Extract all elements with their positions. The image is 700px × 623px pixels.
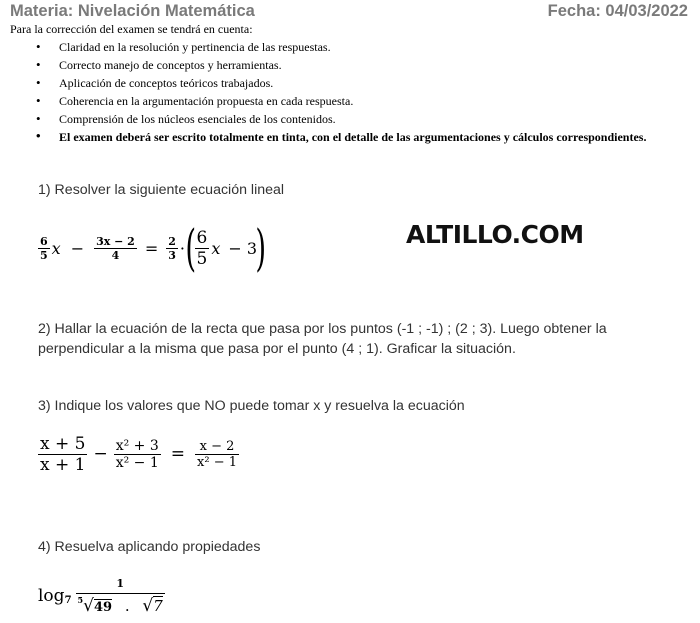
- criteria-intro: Para la corrección del examen se tendrá en cuenta:: [10, 22, 253, 36]
- exam-date: Fecha: 04/03/2022: [547, 2, 688, 20]
- question-4-text: 4) Resuelva aplicando propiedades: [38, 539, 261, 555]
- log-argument-denominator: $^5$√49 . √7: [77, 594, 163, 616]
- fraction-6-5-large: $\frac{6}{5}$: [196, 227, 208, 269]
- criteria-item: • Aplicación de conceptos teóricos trabajados.: [36, 74, 676, 92]
- question-4-expression: log $_7$ $\frac{1}{^5√49 . √7}$: [38, 576, 163, 616]
- criteria-item: • Comprensión de los núcleos esenciales de los contenidos.: [36, 110, 676, 128]
- criteria-item: • Claridad en la resolución y pertinencia de las respuestas.: [36, 38, 676, 56]
- subject-title: Materia: Nivelación Matemática: [10, 2, 255, 20]
- right-paren: ): [255, 219, 267, 277]
- altillo-watermark: ALTILLO.COM: [406, 220, 584, 249]
- question-1-equation: $\frac{6}{5}$ x − $\frac{3x - 2}{4}$ = $\frac{2}{3}$ · ( $\frac{6}{5}$ x − 3 ): [40, 219, 267, 277]
- question-1-text: 1) Resolver la siguiente ecuación lineal: [38, 182, 285, 198]
- fraction-x2-3-over-x2-1: $\frac{\text{x² + 3}}{\text{x² − 1}}$: [115, 437, 159, 471]
- fraction-6-5: $\frac{6}{5}$: [40, 234, 48, 262]
- left-paren: (: [185, 219, 197, 277]
- radical-sign: √: [142, 595, 154, 616]
- criteria-list: [36, 38, 676, 145]
- criteria-item: • Coherencia en la argumentación propuesta en cada respuesta.: [36, 92, 676, 110]
- question-2-text: 2) Hallar la ecuación de la recta que pasa por los puntos (-1 ; -1) ; (2 ; 3). Luego obtener la perpendicular a la misma que pasa por el punto (4 ; 1). Graficar la situación.: [38, 321, 607, 357]
- log-argument-fraction: $\frac{1}{^5√49 . √7}$: [77, 576, 163, 616]
- radical-sign: √: [83, 595, 94, 616]
- criteria-item: • Correcto manejo de conceptos y herramientas.: [36, 56, 676, 74]
- fraction-x-2-over-x2-1: $\frac{x - 2}{\text{x² − 1}}$: [197, 438, 237, 470]
- criteria-item-ink-rule: • El examen deberá ser escrito totalmente en tinta, con el detalle de las argumentaciones y cálculos correspondientes.: [36, 128, 676, 145]
- fraction-2-3: $\frac{2}{3}$: [168, 234, 176, 262]
- question-3-text: 3) Indique los valores que NO puede tomar x y resuelva la ecuación: [38, 398, 465, 414]
- fraction-x5-over-x1: $\frac{x + 5}{x + 1}$: [40, 433, 86, 475]
- fraction-3x-2-over-4: $\frac{3x - 2}{4}$: [96, 234, 135, 262]
- question-3-equation: $\frac{x + 5}{x + 1}$ − $\frac{\text{x² + 3}}{\text{x² − 1}}$ = $\frac{x - 2}{\text{x² − 1}}$: [40, 433, 237, 475]
